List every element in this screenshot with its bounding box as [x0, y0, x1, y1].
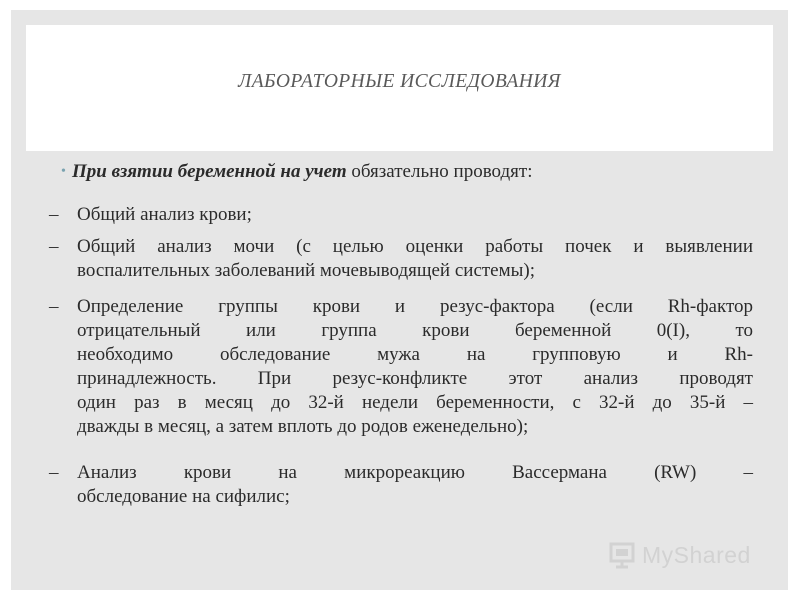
list-item [77, 295, 753, 439]
item-line: Анализ крови на микрореакцию Вассермана (RW) – [77, 462, 753, 483]
list-item [77, 203, 753, 227]
watermark-text: MyShared [642, 541, 751, 568]
item-line: отрицательный или группа крови беременной 0(I), то [77, 320, 753, 341]
item-dash: – [49, 204, 59, 225]
slide [11, 10, 788, 590]
item-line: воспалительных заболеваний мочевыводящей системы); [77, 260, 536, 281]
item-dash: – [49, 236, 59, 257]
item-line: Общий анализ крови; [77, 204, 252, 225]
item-line: Определение группы крови и резус-фактора (если Rh-фактор [77, 296, 753, 317]
item-dash: – [49, 462, 59, 483]
bullet-marker: • [61, 164, 66, 179]
item-line: обследование на сифилис; [77, 486, 290, 507]
bullet-line [72, 160, 762, 184]
slide-title: ЛАБОРАТОРНЫЕ ИССЛЕДОВАНИЯ [238, 71, 561, 92]
watermark-logo [608, 540, 751, 570]
item-line: Общий анализ мочи (с целью оценки работы почек и выявлении [77, 236, 753, 257]
item-line: принадлежность. При резус-конфликте этот анализ проводят [77, 368, 753, 389]
item-dash: – [49, 296, 59, 317]
bullet-emphasis: При взятии беременной на учет [72, 161, 347, 182]
presentation-icon [608, 540, 638, 570]
list-item [77, 235, 753, 283]
bullet-text: обязательно проводят: [346, 161, 533, 182]
list-item [77, 461, 753, 509]
item-line: один раз в месяц до 32-й недели беременности, с 32-й до 35-й – [77, 392, 753, 413]
slide-content [11, 10, 788, 590]
item-line: необходимо обследование мужа на групповую и Rh- [77, 344, 753, 365]
item-line: дважды в месяц, а затем вплоть до родов еженедельно); [77, 416, 529, 437]
